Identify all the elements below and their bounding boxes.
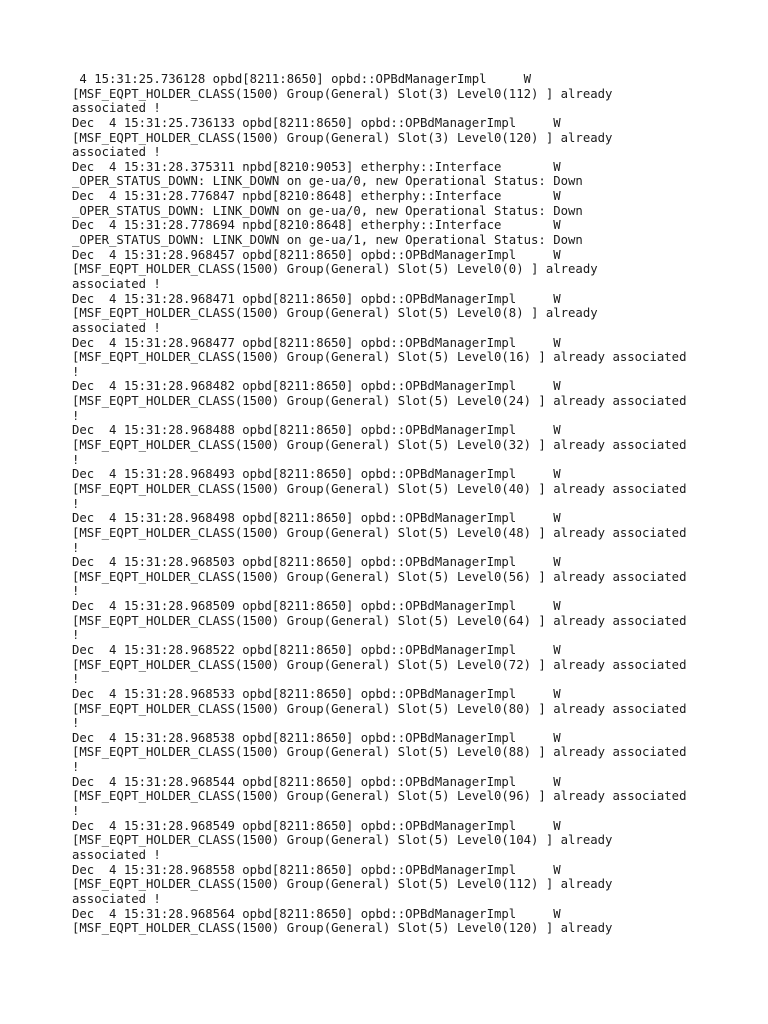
log-line: [MSF_EQPT_HOLDER_CLASS(1500) Group(General) Slot(5) Level0(80) ] already associated	[72, 701, 687, 716]
log-line: associated !	[72, 276, 161, 291]
log-line: associated !	[72, 101, 161, 116]
log-line: [MSF_EQPT_HOLDER_CLASS(1500) Group(General) Slot(5) Level0(64) ] already associated	[72, 613, 687, 628]
log-line: [MSF_EQPT_HOLDER_CLASS(1500) Group(General) Slot(5) Level0(16) ] already associated	[72, 350, 687, 365]
log-line: Dec 4 15:31:28.968488 opbd[8211:8650] opbd::OPBdManagerImpl W	[72, 423, 561, 438]
log-line: !	[72, 364, 80, 379]
log-line: Dec 4 15:31:28.968482 opbd[8211:8650] opbd::OPBdManagerImpl W	[72, 379, 561, 394]
log-line: Dec 4 15:31:25.736133 opbd[8211:8650] opbd::OPBdManagerImpl W	[72, 115, 561, 130]
log-line: [MSF_EQPT_HOLDER_CLASS(1500) Group(General) Slot(5) Level0(104) ] already	[72, 833, 613, 848]
log-line: _OPER_STATUS_DOWN: LINK_DOWN on ge-ua/1, new Operational Status: Down	[72, 233, 583, 248]
log-line: !	[72, 584, 80, 599]
log-line: !	[72, 408, 80, 423]
log-line: !	[72, 496, 80, 511]
log-line: associated !	[72, 320, 161, 335]
log-line: !	[72, 760, 80, 775]
log-line: [MSF_EQPT_HOLDER_CLASS(1500) Group(General) Slot(5) Level0(112) ] already	[72, 877, 613, 892]
log-line: Dec 4 15:31:28.375311 npbd[8210:9053] etherphy::Interface W	[72, 159, 561, 174]
log-line: Dec 4 15:31:28.776847 npbd[8210:8648] etherphy::Interface W	[72, 189, 561, 204]
log-line: associated !	[72, 145, 161, 160]
log-text-block	[72, 72, 762, 936]
log-line: Dec 4 15:31:28.968533 opbd[8211:8650] opbd::OPBdManagerImpl W	[72, 686, 561, 701]
log-line: [MSF_EQPT_HOLDER_CLASS(1500) Group(General) Slot(5) Level0(24) ] already associated	[72, 394, 687, 409]
log-line: Dec 4 15:31:28.968477 opbd[8211:8650] opbd::OPBdManagerImpl W	[72, 335, 561, 350]
log-line: [MSF_EQPT_HOLDER_CLASS(1500) Group(General) Slot(5) Level0(88) ] already associated	[72, 745, 687, 760]
log-line: Dec 4 15:31:28.968549 opbd[8211:8650] opbd::OPBdManagerImpl W	[72, 818, 561, 833]
log-line: Dec 4 15:31:28.968558 opbd[8211:8650] opbd::OPBdManagerImpl W	[72, 862, 561, 877]
log-line: [MSF_EQPT_HOLDER_CLASS(1500) Group(General) Slot(5) Level0(48) ] already associated	[72, 525, 687, 540]
log-line: !	[72, 540, 80, 555]
log-line: !	[72, 628, 80, 643]
log-line: associated !	[72, 891, 161, 906]
log-line: [MSF_EQPT_HOLDER_CLASS(1500) Group(General) Slot(5) Level0(96) ] already associated	[72, 789, 687, 804]
log-line: Dec 4 15:31:28.778694 npbd[8210:8648] etherphy::Interface W	[72, 218, 561, 233]
log-line: [MSF_EQPT_HOLDER_CLASS(1500) Group(General) Slot(5) Level0(56) ] already associated	[72, 569, 687, 584]
log-line: Dec 4 15:31:28.968503 opbd[8211:8650] opbd::OPBdManagerImpl W	[72, 555, 561, 570]
log-line: _OPER_STATUS_DOWN: LINK_DOWN on ge-ua/0, new Operational Status: Down	[72, 174, 583, 189]
log-line: !	[72, 716, 80, 731]
log-line: [MSF_EQPT_HOLDER_CLASS(1500) Group(General) Slot(3) Level0(120) ] already	[72, 130, 613, 145]
log-line: 4 15:31:25.736128 opbd[8211:8650] opbd::OPBdManagerImpl W	[72, 72, 532, 86]
log-line: Dec 4 15:31:28.968564 opbd[8211:8650] opbd::OPBdManagerImpl W	[72, 906, 561, 921]
log-line: Dec 4 15:31:28.968493 opbd[8211:8650] opbd::OPBdManagerImpl W	[72, 467, 561, 482]
log-line: [MSF_EQPT_HOLDER_CLASS(1500) Group(General) Slot(5) Level0(8) ] already	[72, 306, 598, 321]
log-line: associated !	[72, 847, 161, 862]
log-line: [MSF_EQPT_HOLDER_CLASS(1500) Group(General) Slot(5) Level0(40) ] already associated	[72, 481, 687, 496]
log-line: _OPER_STATUS_DOWN: LINK_DOWN on ge-ua/0, new Operational Status: Down	[72, 203, 583, 218]
log-line: Dec 4 15:31:28.968509 opbd[8211:8650] opbd::OPBdManagerImpl W	[72, 599, 561, 614]
log-line: !	[72, 452, 80, 467]
log-line: [MSF_EQPT_HOLDER_CLASS(1500) Group(General) Slot(5) Level0(0) ] already	[72, 262, 598, 277]
log-line: Dec 4 15:31:28.968498 opbd[8211:8650] opbd::OPBdManagerImpl W	[72, 511, 561, 526]
log-line: [MSF_EQPT_HOLDER_CLASS(1500) Group(General) Slot(3) Level0(112) ] already	[72, 86, 613, 101]
log-line: !	[72, 804, 80, 819]
log-line: [MSF_EQPT_HOLDER_CLASS(1500) Group(General) Slot(5) Level0(72) ] already associated	[72, 657, 687, 672]
log-line: Dec 4 15:31:28.968457 opbd[8211:8650] opbd::OPBdManagerImpl W	[72, 247, 561, 262]
log-line: [MSF_EQPT_HOLDER_CLASS(1500) Group(General) Slot(5) Level0(120) ] already	[72, 921, 613, 936]
log-line: Dec 4 15:31:28.968538 opbd[8211:8650] opbd::OPBdManagerImpl W	[72, 730, 561, 745]
log-line: Dec 4 15:31:28.968522 opbd[8211:8650] opbd::OPBdManagerImpl W	[72, 642, 561, 657]
log-line: Dec 4 15:31:28.968471 opbd[8211:8650] opbd::OPBdManagerImpl W	[72, 291, 561, 306]
log-line: Dec 4 15:31:28.968544 opbd[8211:8650] opbd::OPBdManagerImpl W	[72, 774, 561, 789]
log-line: [MSF_EQPT_HOLDER_CLASS(1500) Group(General) Slot(5) Level0(32) ] already associated	[72, 438, 687, 453]
log-line: !	[72, 672, 80, 687]
